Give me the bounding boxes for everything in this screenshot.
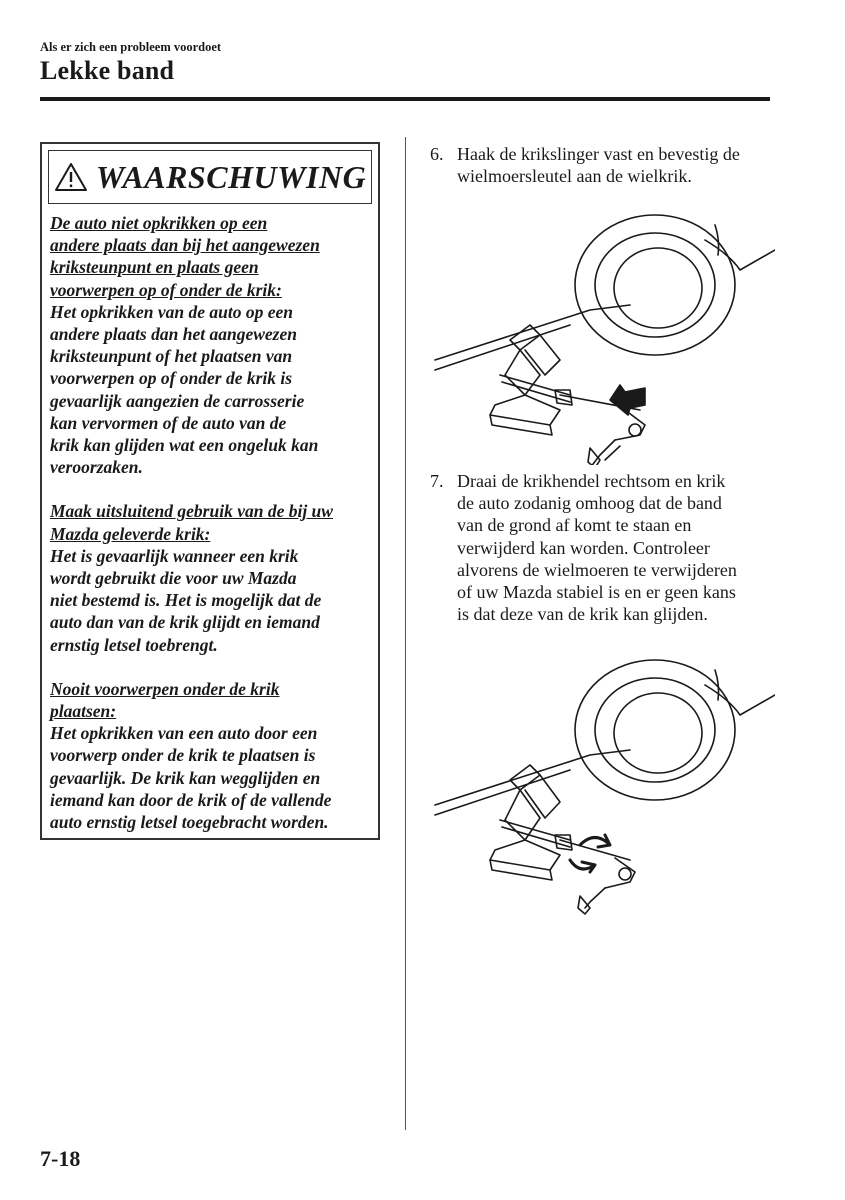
warning-body <box>50 212 372 855</box>
jack-attach-handle-illustration <box>430 210 775 465</box>
warning-text: Het opkrikken van de auto op een andere plaats dan het aangewezen kriksteunpunt of het plaatsen van voorwerpen op of onder de krik is gevaarlijk aangezien de carrosserie kan vervormen of de auto van de krik kan glijden wat een ongeluk kan veroorzaken. <box>50 301 319 478</box>
step-text: Haak de krikslinger vast en bevestig de wielmoersleutel aan de wielkrik. <box>457 144 740 187</box>
page-title: Lekke band <box>40 56 175 85</box>
warning-block <box>50 678 372 833</box>
section-label: Als er zich een probleem voordoet <box>40 40 222 54</box>
jack-raise-illustration <box>430 650 775 915</box>
warning-heading: Maak uitsluitend gebruik van de bij uw Mazda geleverde krik: <box>50 501 333 544</box>
warning-box <box>40 142 380 840</box>
title-rule <box>40 97 770 101</box>
warning-header <box>48 150 372 204</box>
warning-heading: De auto niet opkrikken op een andere plaats dan bij het aangewezen kriksteunpunt en plaats geen voorwerpen op of onder de krik: <box>50 213 320 300</box>
column-divider <box>405 137 406 1130</box>
step-text: Draai de krikhendel rechtsom en krik de auto zodanig omhoog dat de band van de grond af komt te staan en verwijderd kan worden. Controleer alvorens de wielmoeren te verwijderen of uw Mazda stabiel is en er geen kans is dat deze van de krik kan glijden. <box>457 471 737 625</box>
warning-block <box>50 212 372 478</box>
warning-text: Het opkrikken van een auto door een voorwerp onder de krik te plaatsen is gevaarlijk. De krik kan wegglijden en iemand kan door de krik of de vallende auto ernstig letsel toegebracht worden. <box>50 723 332 833</box>
step-number: 7. <box>430 471 444 491</box>
step-number: 6. <box>430 144 444 164</box>
warning-heading: Nooit voorwerpen onder de krik plaatsen: <box>50 678 280 722</box>
warning-title: WAARSCHUWING <box>95 158 367 195</box>
page-number: 7-18 <box>40 1146 81 1171</box>
warning-text: Het is gevaarlijk wanneer een krik wordt gebruikt die voor uw Mazda niet bestemd is. Het is mogelijk dat de auto dan van de krik glijdt en iemand ernstig letsel toebrengt. <box>50 545 322 655</box>
warning-block <box>50 500 372 655</box>
warning-triangle-icon <box>54 162 88 192</box>
